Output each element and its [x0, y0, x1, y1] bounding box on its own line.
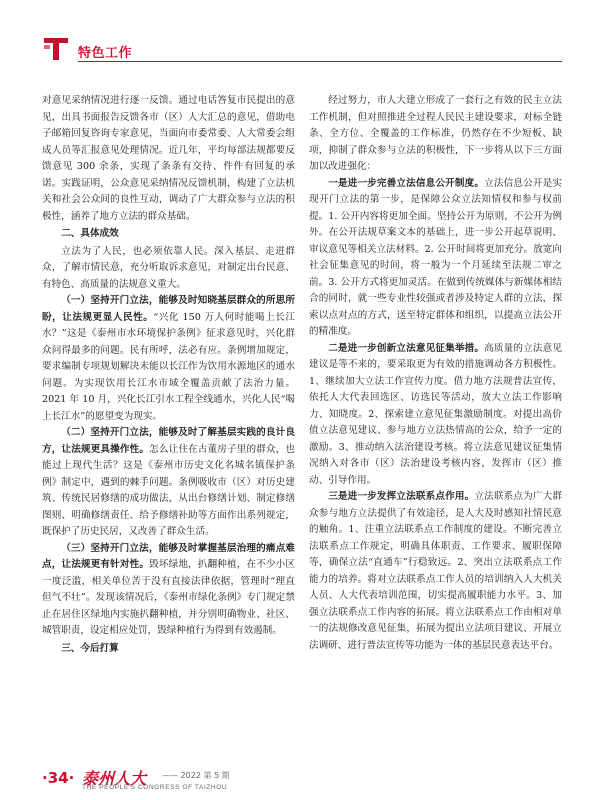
subsection-body: “兴化 150 万人何时能喝上长江水？”这是《泰州市水环境保护条例》征求意见时，兴化群众问得最多的问题。民有所呼，法必有应。条例增加规定，要求编制专项规划解决未能以长江作为饮用水源地区的通水问题。为实现饮用长江水市域全覆盖贡献了法治力量。2021 年 10 月，兴化长江引水工程全线通水，兴化人民“喝上长江水”的愿望变为现实。: [42, 311, 295, 422]
magazine-english-name: THE PEOPLE'S CONGRESS OF TAIZHOU: [82, 784, 228, 791]
subsection-title: 三是进一步发挥立法联系点作用。: [328, 491, 475, 502]
subsection-body: 高质量的立法意见建议是等不来的，要采取更为有效的措施调动各方积极性。1、继续加大立法工作宣传力度。借力地方法规普法宣传，依托人大代表回选区、访选民等活动，放大立法工作影响力、知晓度。2、探索建立意见征集激励制度。对提出高价值立法意见建议、参与地方立法热情高的公众，给予一定的激励。3、推动纳入法治建设考核。将立法意见建议征集情况纳入对各市（区）法治建设考核内容，发挥市（区）推动、引导作用。: [309, 342, 563, 486]
subsection-title: （二）坚持开门立法，能够及时了解基层实践的良计良方，让法规更具操作性。: [42, 427, 295, 455]
paragraph: [309, 341, 562, 490]
header-divider: [78, 61, 562, 62]
subsection-title: （三）坚持开门立法，能够及时掌握基层治理的痛点难点，让法规更有针对性。: [42, 542, 295, 570]
paragraph: [42, 425, 295, 541]
magazine-name: 泰州人大: [82, 769, 147, 788]
section-heading: 二、具体成效: [61, 228, 119, 239]
page-header: [42, 34, 562, 64]
paragraph: 立法为了人民，也必须依靠人民。深入基层、走进群众，了解市情民意，充分听取诉求意见，对制定出台民意、有特色、高质量的法规意义重大。: [42, 245, 295, 290]
subsection-title: （一）坚持开门立法，能够及时知晓基层群众的所思所盼，让法规更显人民性。: [42, 295, 295, 323]
issue-label: —— 2022 第 5 期: [162, 771, 230, 780]
left-column: [42, 93, 295, 658]
section-title: 特色工作: [78, 46, 133, 61]
right-column: [309, 93, 562, 654]
subsection-body: 毁坏绿地，扒翻种植，在不少小区一度泛滥，相关单位苦于没有直接法律依据，管理时“理直但气不壮”。发现该情况后，《泰州市绿化条例》专门规定禁止在居住区绿地内实施扒翻种植，并分别明确物业、社区、城管职责，设定相应处罚，毁绿种植行为得到有效遏制。: [42, 559, 296, 636]
page-footer: [42, 766, 562, 792]
section-heading: 三、今后打算: [61, 642, 119, 654]
section-logo-icon: [42, 34, 70, 62]
subsection-body: 立法联系点为广大群众参与地方立法提供了有效途径，是人大及时感知社情民意的触角。1、注重立法联系点工作制度的建设。不断完善立法联系点工作规定，明确具体职责、工作要求、履职保障等，确保立法“直通车”行稳致远。2、突出立法联系点工作能力的培养。将对立法联系点工作人员的培训纳入人大机关人员、人大代表培训范围，切实提高履职能力水平。3、加强立法联系点工作内容的拓展。将立法联系点工作由相对单一的法规修改意见征集，拓展为提出立法项目建议、开展立法调研、进行普法宣传等功能为一体的基层民意表达平台。: [309, 491, 563, 651]
subsection-title: 二是进一步创新立法意见征集举措。: [328, 342, 485, 354]
paragraph: [42, 541, 295, 640]
paragraph: 经过努力，市人大建立形成了一套行之有效的民主立法工作机制，但对照推进全过程人民民主建设要求，对标全链条、全方位、全覆盖的工作标准，仍然存在不少短板、缺项，抑制了群众参与立法的积极性，下一步将从以下三方面加以改进强化：: [309, 95, 562, 172]
paragraph: [309, 489, 562, 654]
page-number: ·34·: [42, 769, 75, 787]
paragraph: [309, 176, 562, 341]
subsection-body: 怎么让住在古董房子里的群众，也能过上现代生活？这是《泰州市历史文化名城名镇保护条例》制定中，遇到的棘手问题。条例吸收市（区）对历史建筑、传统民居修缮的成功做法，从出台修缮计划、制定修缮图则、明确修缮责任、给予修缮补助等方面作出系列规定，既保护了历史民居，又改善了群众生活。: [42, 443, 296, 537]
paragraph: [42, 293, 295, 425]
subsection-body: 立法信息公开是实现开门立法的第一步，是保障公众立法知情权和参与权前提。1. 公开内容将更加全面。坚持公开为原则，不公开为例外。在公开法规草案文本的基础上，进一步公开起草说明、审议意见等相关立法材料。2. 公开时间将更加充分。放宽向社会征集意见的时间，将一般为一个月延续至法规二审之前。3. 公开方式将更加灵活。在做到传统媒体与新媒体相结合的同时，就一些专业性较强或者涉及特定人群的立法，探索以点对点的方式，送至特定群体和组织，以提高立法公开的精准度。: [309, 177, 563, 337]
subsection-title: 一是进一步完善立法信息公开制度。: [328, 177, 485, 189]
paragraph: 对意见采纳情况进行逐一反馈。通过电话答复市民提出的意见，出具书面报告反馈各市（区）人大汇总的意见，借助电子邮箱回复咨询专家意见，当面向市委常委、人大常委会组成人员等汇报意见处理情况。近几年，平均每部法规都要反馈意见 300 余条，实现了条条有交待、件件有回复的承诺。实践证明，公众意见采纳情况反馈机制，构建了立法机关和社会公众间的良性互动，调动了广大群众参与立法的积极性，涵养了地方立法的群众基础。: [42, 95, 295, 222]
